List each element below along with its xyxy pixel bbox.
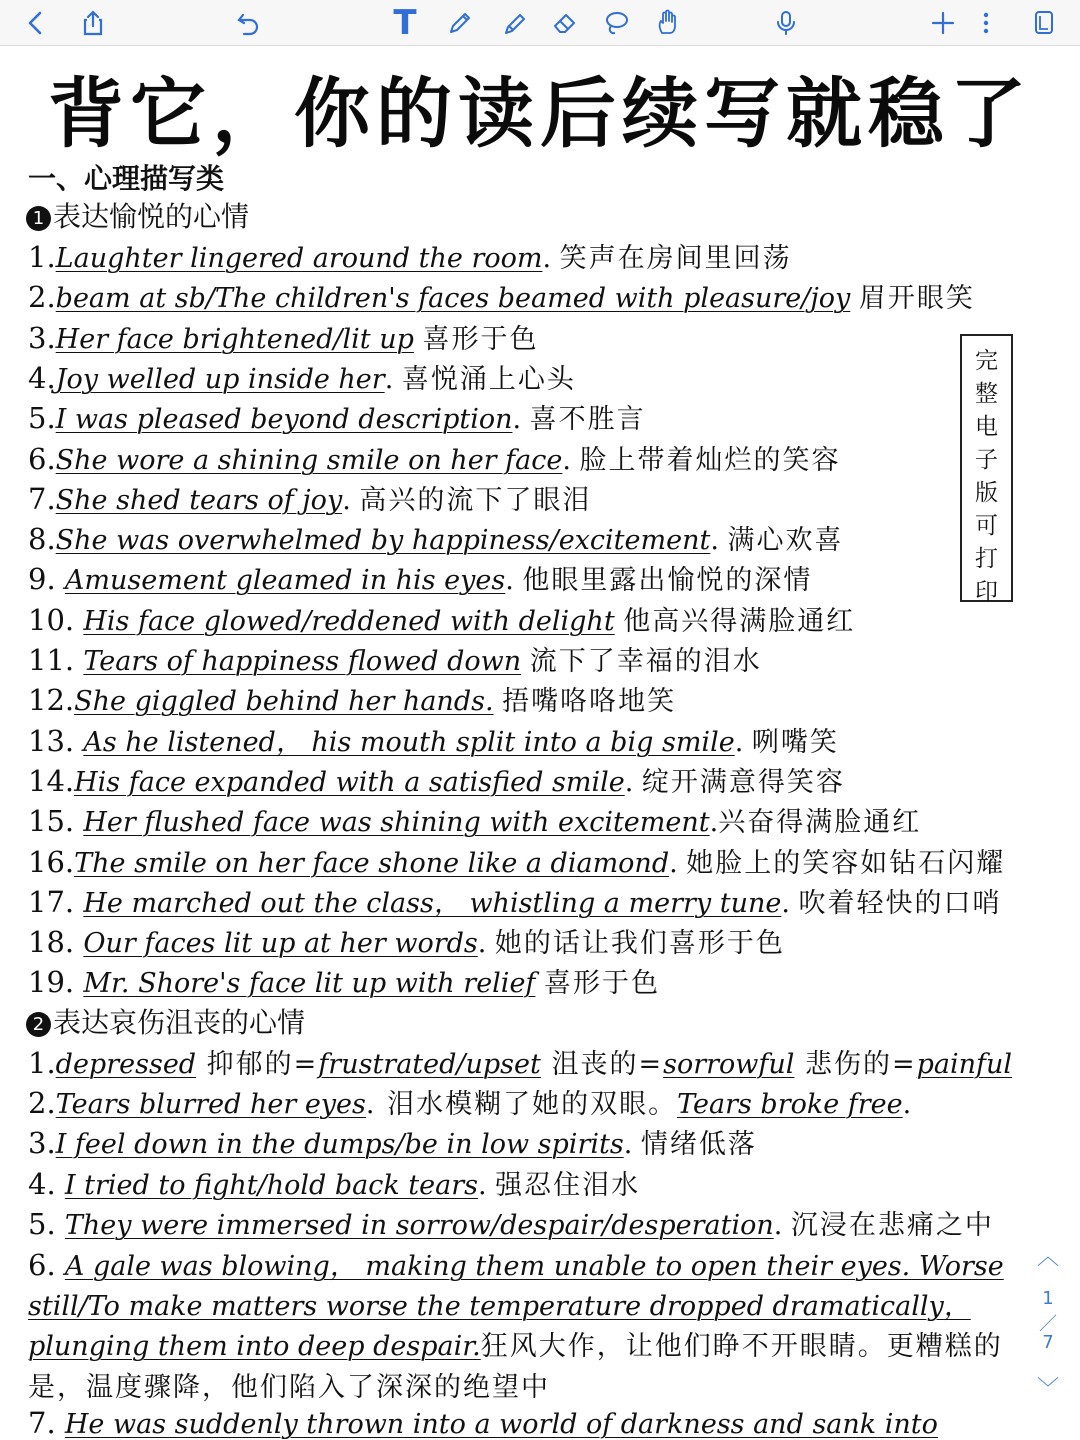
list-item-separator [494, 686, 503, 717]
section-heading: 一、心理描写类 [28, 162, 225, 195]
list-item-separator [535, 968, 544, 999]
undo-icon[interactable] [230, 4, 266, 42]
page-title: 背它，你的读后续写就稳了 [48, 69, 1032, 158]
list-item-separator: . [512, 404, 530, 435]
list-item-chinese: 满心欢喜 [727, 525, 844, 556]
list-item [28, 679, 676, 718]
list-item-number: 16. [28, 845, 75, 879]
note-page[interactable] [0, 47, 1080, 1440]
list-item-english: His face glowed/reddened with delight [83, 606, 615, 637]
list-item-chinese: 喜不胜言 [529, 404, 646, 435]
list-item-number: 2. [28, 280, 56, 314]
list-item [28, 961, 660, 1000]
eraser-icon[interactable] [547, 4, 583, 42]
list-item-english: He marched out the class， whistling a merry tune [83, 888, 782, 919]
list-item-number: 15. [28, 804, 84, 838]
list-item-separator [521, 646, 530, 677]
list-item-chinese: 兴奋得满脸通红 [718, 807, 922, 838]
list-item-english: Mr. Shore's face lit up with relief [83, 968, 536, 999]
microphone-icon[interactable] [768, 4, 804, 42]
list-item: 3.I feel down in the dumps/be in low spirits. 情绪低落 [28, 1126, 757, 1160]
list-item-number: 12. [28, 683, 75, 717]
list-item [28, 841, 1005, 880]
list-item-chinese: 吹着轻快的口哨 [798, 888, 1002, 919]
list-item-english: beam at sb/The children's faces beamed with pleasure/joy [55, 283, 851, 314]
list-item-number: 11. [28, 643, 84, 677]
list-item-separator: . [624, 767, 642, 798]
list-item-number: 3. [28, 321, 56, 355]
side-note-char: 印 [975, 579, 998, 605]
list-item-english: She wore a shining smile on her face [55, 445, 563, 476]
list-item-separator [615, 606, 624, 637]
list-item-number: 9. [28, 562, 65, 596]
list-item [28, 397, 646, 436]
top-toolbar [0, 0, 1080, 46]
list-item-separator [414, 324, 423, 355]
list-item-separator: . [342, 485, 360, 516]
list-item-number: 17. [28, 885, 84, 919]
list-item: 4. I tried to fight/hold back tears. 强忍住泪水 [28, 1167, 641, 1201]
subheading-sad [26, 1001, 305, 1041]
list-item [28, 236, 792, 275]
side-note-char: 整 [975, 381, 998, 407]
list-item-english: Joy welled up inside her [55, 364, 385, 395]
list-item-english: Laughter lingered around the room [55, 243, 543, 274]
list-item [28, 800, 921, 839]
list-item [28, 599, 855, 638]
list-item-chinese: 她脸上的笑容如钻石闪耀 [686, 848, 1006, 879]
list-item-number: 14. [28, 764, 75, 798]
list-item-english: Amusement gleamed in his eyes [64, 565, 506, 596]
list-item [28, 881, 1002, 920]
list-item-number: 13. [28, 724, 84, 758]
list-item [28, 558, 812, 597]
list-item-number: 18. [28, 925, 84, 959]
list-item [28, 760, 845, 799]
number-badge: 1 [26, 206, 51, 231]
more-icon[interactable] [976, 4, 996, 42]
list-item-separator: . [477, 928, 495, 959]
list-item [28, 921, 785, 960]
list-item-continued: 是，温度骤降，他们陷入了深深的绝望中 [28, 1372, 550, 1403]
list-item [28, 317, 539, 356]
list-item-chinese: 咧嘴笑 [751, 727, 839, 758]
page-total: 7 [1042, 1332, 1054, 1353]
hand-icon[interactable] [650, 4, 686, 42]
side-note-char: 子 [975, 447, 998, 473]
page-down-icon[interactable]: ﹀ [1036, 1377, 1059, 1402]
list-item-chinese: 流下了幸福的泪水 [529, 646, 762, 677]
list-item-continued: still/To make matters worse the temperature dropped dramatically， [28, 1291, 971, 1322]
list-item-chinese: 绽开满意得笑容 [641, 767, 845, 798]
list-item-chinese: 他高兴得满脸通红 [623, 606, 856, 637]
subheading-label: 表达愉悦的心情 [53, 200, 250, 233]
list-item-separator: . [384, 364, 402, 395]
list-item-english: I was pleased beyond description [55, 404, 513, 435]
list-item-english: She shed tears of joy [55, 485, 343, 516]
list-item-chinese: 他眼里露出愉悦的深情 [522, 565, 813, 596]
subheading-joy [26, 195, 249, 235]
list-item-english: Her flushed face was shining with excitement [83, 807, 710, 838]
list-item: 5. They were immersed in sorrow/despair/desperation. 沉浸在悲痛之中 [28, 1207, 994, 1241]
list-item: 1.depressed 抑郁的=frustrated/upset 沮丧的=sorrowful 悲伤的=painful [28, 1046, 1013, 1080]
list-item-english: His face expanded with a satisfied smile [74, 767, 625, 798]
list-item-number: 19. [28, 965, 84, 999]
list-item-separator: . [562, 445, 580, 476]
list-item [28, 720, 839, 759]
lasso-icon[interactable] [598, 4, 634, 42]
side-note-char: 电 [975, 414, 998, 440]
list-item: 2.Tears blurred her eyes. 泪水模糊了她的双眼。Tears broke free. [28, 1086, 912, 1120]
list-item-number: 7. [28, 482, 56, 516]
list-item [28, 276, 975, 315]
list-item-english: She giggled behind her hands. [74, 686, 494, 717]
share-icon[interactable] [75, 4, 111, 42]
list-item: 6. A gale was blowing， making them unable to open their eyes. Worse [28, 1248, 1004, 1282]
list-item-separator: . [709, 807, 719, 838]
page-number: 1 [1042, 1288, 1054, 1309]
list-item-separator: . [710, 525, 728, 556]
list-item-english: As he listened， his mouth split into a big smile [83, 727, 735, 758]
subheading-label: 表达哀伤沮丧的心情 [53, 1006, 306, 1039]
list-item-number: 5. [28, 401, 56, 435]
list-item-english: The smile on her face shone like a diamond [74, 848, 670, 879]
page-up-icon[interactable]: ︿ [1036, 1245, 1059, 1270]
list-item-separator: . [734, 727, 752, 758]
list-item [28, 518, 844, 557]
list-item-english: Tears of happiness flowed down [83, 646, 522, 677]
pen-icon[interactable] [442, 4, 478, 42]
side-note-char: 可 [975, 513, 998, 539]
side-note-char: 完 [975, 348, 998, 374]
list-item-chinese: 喜形于色 [422, 324, 539, 355]
list-item-chinese: 笑声在房间里回荡 [559, 243, 792, 274]
text-tool-icon[interactable]: T [393, 3, 417, 43]
side-note-char: 打 [975, 546, 998, 572]
list-item-separator: . [505, 565, 523, 596]
add-icon[interactable] [925, 4, 961, 42]
list-item-english: She was overwhelmed by happiness/excitement [55, 525, 711, 556]
list-item-chinese: 眉开眼笑 [858, 283, 975, 314]
list-item: 7. He was suddenly thrown into a world of darkness and sank into [28, 1406, 938, 1440]
back-icon[interactable] [18, 4, 54, 42]
list-item-english: Her face brightened/lit up [55, 324, 414, 355]
list-item [28, 438, 841, 477]
list-item-english: Our faces lit up at her words [83, 928, 478, 959]
list-item-number: 1. [28, 240, 56, 274]
pages-icon[interactable] [1026, 4, 1062, 42]
list-item-separator: . [669, 848, 687, 879]
list-item-chinese: 脸上带着灿烂的笑容 [579, 445, 841, 476]
list-item-number: 8. [28, 522, 56, 556]
list-item-chinese: 喜悦涌上心头 [401, 364, 576, 395]
list-item [28, 478, 591, 517]
list-item-chinese: 捂嘴咯咯地笑 [502, 686, 677, 717]
list-item-chinese: 喜形于色 [544, 968, 661, 999]
list-item-separator: . [542, 243, 560, 274]
list-item-continued: plunging them into deep despair.狂风大作，让他们睁不开眼睛。更糟糕的 [28, 1331, 1003, 1362]
list-item-number: 10. [28, 603, 84, 637]
side-note-char: 版 [975, 480, 998, 506]
list-item-chinese: 她的话让我们喜形于色 [494, 928, 785, 959]
page-divider-icon: ／ [1039, 1314, 1057, 1335]
number-badge: 2 [26, 1012, 51, 1037]
list-item-chinese: 高兴的流下了眼泪 [359, 485, 592, 516]
list-item-number: 6. [28, 442, 56, 476]
list-item [28, 639, 762, 678]
printable-note-box [960, 334, 1013, 605]
list-item-separator [850, 283, 859, 314]
highlighter-icon[interactable] [496, 4, 532, 42]
list-item-number: 4. [28, 361, 56, 395]
list-item-separator: . [781, 888, 799, 919]
list-item [28, 357, 576, 396]
